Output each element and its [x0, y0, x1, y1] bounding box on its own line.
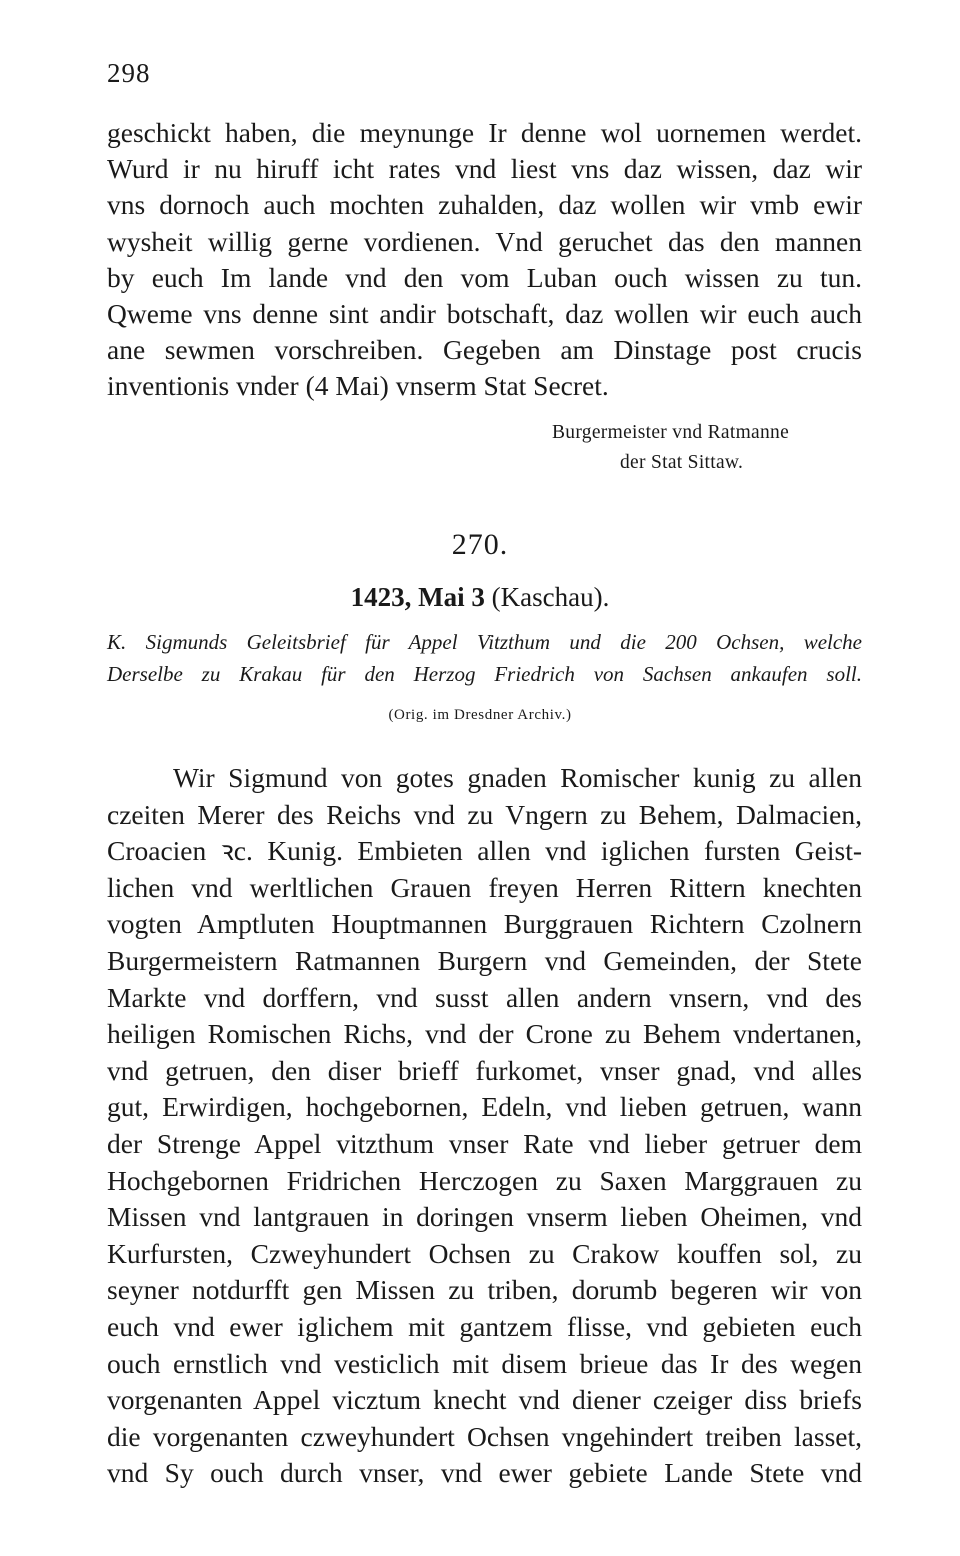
text-line: ane sewmen vorschreiben. Gegeben am Dinstage post crucis: [107, 334, 862, 366]
summary-line: Derselbe zu Krakau für den Herzog Friedrich von Sachsen ankaufen soll.: [107, 662, 862, 686]
text-line: Kurfursten, Czweyhundert Ochsen zu Crakow kouffen sol, zu: [107, 1237, 862, 1269]
text-line: by euch Im lande vnd den vom Luban ouch wissen zu tun.: [107, 261, 862, 293]
text-line: vorgenanten Appel vicztum knecht vnd diener czeiger diss briefs: [107, 1384, 862, 1416]
signature-line-1: Burgermeister vnd Ratmanne: [552, 422, 790, 443]
page-number: 298: [107, 58, 151, 88]
date-place: (Kaschau).: [491, 582, 610, 612]
signature-line-2: der Stat Sittaw.: [620, 452, 744, 473]
text-line: vogten Amptluten Houptmannen Burggrauen Richtern Czolnern: [107, 908, 862, 940]
text-line: die vorgenanten czweyhundert Ochsen vngehindert treiben lasset,: [107, 1420, 862, 1452]
date-day: Mai 3: [418, 582, 485, 612]
text-line: heiligen Romischen Richs, vnd der Crone zu Behem vndertanen,: [107, 1018, 862, 1050]
text-line: Missen vnd lantgrauen in doringen vnserm lieben Oheimen, vnd: [107, 1201, 862, 1233]
text-line: vns dornoch auch mochten zuhalden, daz wollen wir vmb ewir: [107, 189, 862, 221]
text-line: czeiten Merer des Reichs vnd zu Vngern zu Behem, Dalmacien,: [107, 798, 862, 830]
text-line: seyner notdurfft gen Missen zu triben, dorumb begeren wir von: [107, 1274, 862, 1306]
text-line: Burgermeistern Ratmannen Burgern vnd Gemeinden, der Stete: [107, 944, 862, 976]
text-line: Wurd ir nu hiruff icht rates vnd liest vns daz wissen, daz wir: [107, 153, 862, 185]
continuation-text: [107, 115, 862, 405]
text-line: euch vnd ewer iglichem mit gantzem flisse, vnd gebieten euch: [107, 1310, 862, 1342]
text-line: Hochgebornen Fridrichen Herczogen zu Saxen Marggrauen zu: [107, 1164, 862, 1196]
text-line: Croacien ꝛc. Kunig. Embieten allen vnd iglichen fursten Geist-: [107, 835, 862, 867]
text-line: vnd Sy ouch durch vnser, vnd ewer gebiete Lande Stete vnd: [107, 1457, 862, 1489]
document-number: 270.: [451, 528, 509, 561]
text-line: Markte vnd dorffern, vnd susst allen andern vnsern, vnd des: [107, 981, 862, 1013]
text-line: der Strenge Appel vitzthum vnser Rate vnd lieber getruer dem: [107, 1127, 862, 1159]
text-line: inventionis vnder (4 Mai) vnserm Stat Secret.: [107, 370, 609, 402]
text-line: wysheit willig gerne vordienen. Vnd geruchet das den mannen: [107, 225, 862, 257]
text-line: ouch ernstlich vnd vesticlich mit disem brieue das Ir des wegen: [107, 1347, 862, 1379]
text-line: Qweme vns denne sint andir botschaft, daz wollen wir euch auch: [107, 297, 862, 329]
text-line: Wir Sigmund von gotes gnaden Romischer kunig zu allen: [173, 762, 862, 793]
document-body: [107, 760, 862, 1492]
summary-line: K. Sigmunds Geleitsbrief für Appel Vitzthum und die 200 Ochsen, welche: [107, 630, 862, 654]
text-line: vnd getruen, den diser brieff furkomet, vnser gnad, vnd alles: [107, 1054, 862, 1086]
document-summary: [107, 626, 862, 690]
text-line: gut, Erwirdigen, hochgebornen, Edeln, vnd lieben getruen, wann: [107, 1091, 862, 1123]
text-line: geschickt haben, die meynunge Ir denne wol uornemen werdet.: [107, 117, 862, 148]
date-year: 1423,: [350, 582, 412, 612]
text-line: lichen vnd werltlichen Grauen freyen Herren Rittern knechten: [107, 871, 862, 903]
document-date: [0, 582, 960, 613]
source-note: (Orig. im Dresdner Archiv.): [388, 707, 572, 723]
